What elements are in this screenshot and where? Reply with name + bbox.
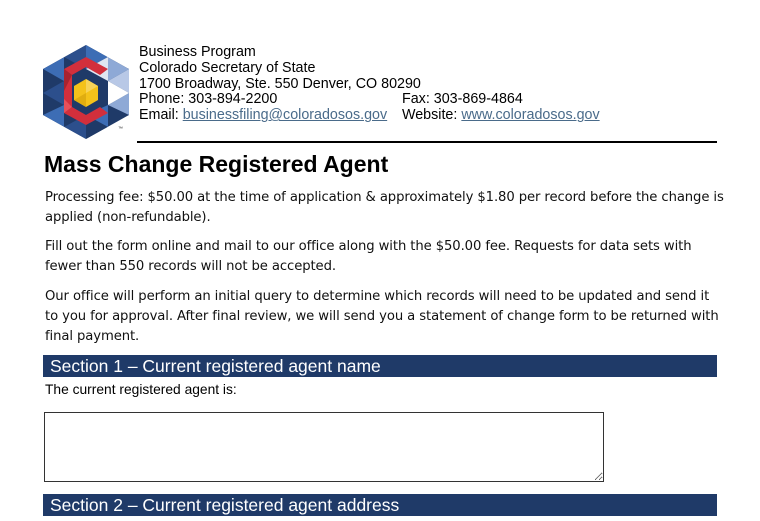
program-name: Business Program <box>139 44 256 60</box>
trademark-mark: ™ <box>118 126 123 132</box>
current-agent-name-field[interactable] <box>44 412 604 482</box>
review-paragraph: Our office will perform an initial query to determine which records will need to be updated and send it to you for approval. After final review, we will send you a statement of change form to be returned with final payment. <box>45 289 719 344</box>
instructions-paragraph: Fill out the form online and mail to our office along with the $50.00 fee. Requests for data sets with fewer than 550 records will not be accepted. <box>45 239 692 274</box>
email-link[interactable]: businessfiling@coloradosos.gov <box>182 107 388 124</box>
section-1-heading: Section 1 – Current registered agent name <box>43 355 717 377</box>
fax-number: Fax: 303-869-4864 <box>402 91 523 108</box>
office-address: 1700 Broadway, Ste. 550 Denver, CO 80290 <box>139 75 421 92</box>
office-name: Colorado Secretary of State <box>139 59 316 76</box>
website-prefix: Website: <box>402 107 462 124</box>
header-divider <box>137 141 717 143</box>
phone-fax-row <box>139 92 699 108</box>
email-prefix: Email: <box>139 107 183 124</box>
email-website-row <box>139 108 699 124</box>
website-link[interactable]: www.coloradosos.gov <box>461 107 600 124</box>
page-title: Mass Change Registered Agent <box>44 151 389 177</box>
colorado-hexagon-logo-icon <box>42 44 130 140</box>
processing-fee-paragraph: Processing fee: $50.00 at the time of application & approximately $1.80 per record before the change is applied (non-refundable). <box>45 190 724 225</box>
section-2-heading: Section 2 – Current registered agent address <box>43 494 717 516</box>
current-agent-label: The current registered agent is: <box>45 382 237 397</box>
contact-block <box>139 45 699 124</box>
phone-number: Phone: 303-894-2200 <box>139 91 278 108</box>
website-group <box>402 108 600 124</box>
